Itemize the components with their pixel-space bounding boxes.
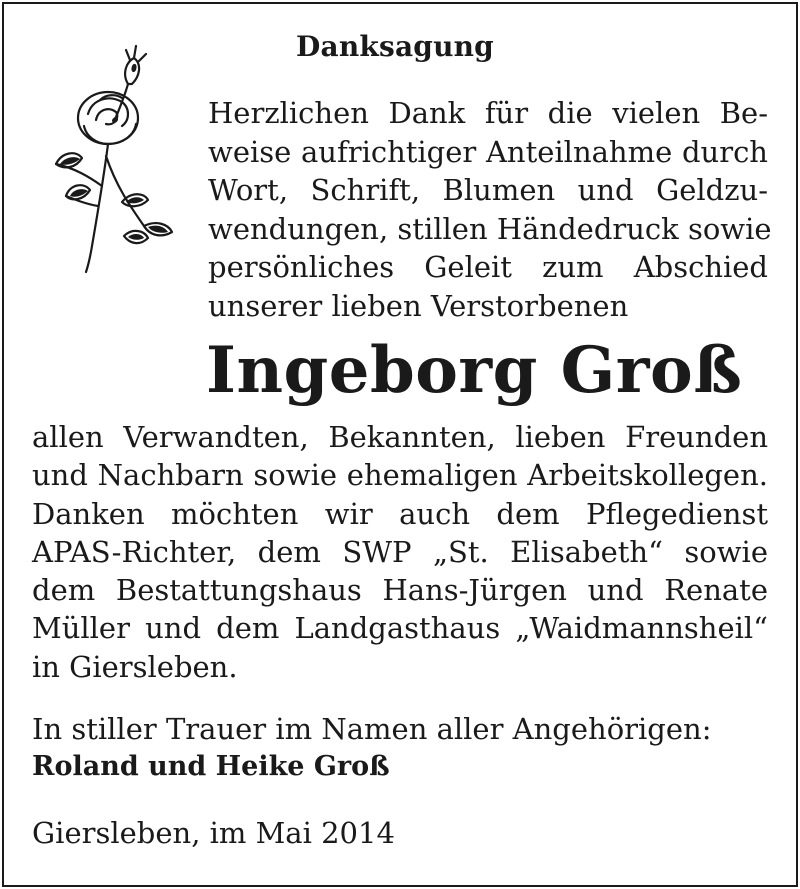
- intro-line: Wort, Schrift, Blumen und Geldzu-: [208, 173, 768, 207]
- body-line: Danken möchten wir auch dem Pflegedienst: [32, 496, 768, 531]
- thanks-paragraph: [32, 418, 768, 686]
- body-line: APAS-Richter, dem SWP „St. Elisabeth“ sowie: [32, 534, 768, 569]
- intro-line: persönliches Geleit zum Abschied: [208, 250, 768, 284]
- body-line: allen Verwandten, Bekannten, lieben Freunden: [32, 420, 768, 454]
- intro-line: unserer lieben Verstorbenen: [208, 288, 629, 323]
- intro-line: Herzlichen Dank für die vielen Be-: [208, 96, 768, 130]
- notice-title: Danksagung: [296, 30, 494, 63]
- signers: Roland und Heike Groß: [32, 751, 390, 783]
- body-line: und Nachbarn sowie ehemaligen Arbeitskollegen.: [32, 458, 768, 493]
- rose-icon: [26, 36, 176, 276]
- intro-line: wendungen, stillen Händedruck sowie: [208, 211, 772, 246]
- closing-line: In stiller Trauer im Namen aller Angehörigen:: [32, 712, 712, 746]
- intro-paragraph: [208, 94, 772, 325]
- body-line: Müller und dem Landgasthaus „Waidmannsheil“: [32, 611, 768, 646]
- deceased-name: Ingeborg Groß: [206, 333, 743, 408]
- place-date: Giersleben, im Mai 2014: [32, 816, 395, 850]
- body-line: in Giersleben.: [32, 649, 238, 684]
- body-line: dem Bestattungshaus Hans-Jürgen und Renate: [32, 573, 768, 608]
- intro-line: weise aufrichtiger Anteilnahme durch: [208, 134, 768, 169]
- closing-block: [32, 710, 711, 787]
